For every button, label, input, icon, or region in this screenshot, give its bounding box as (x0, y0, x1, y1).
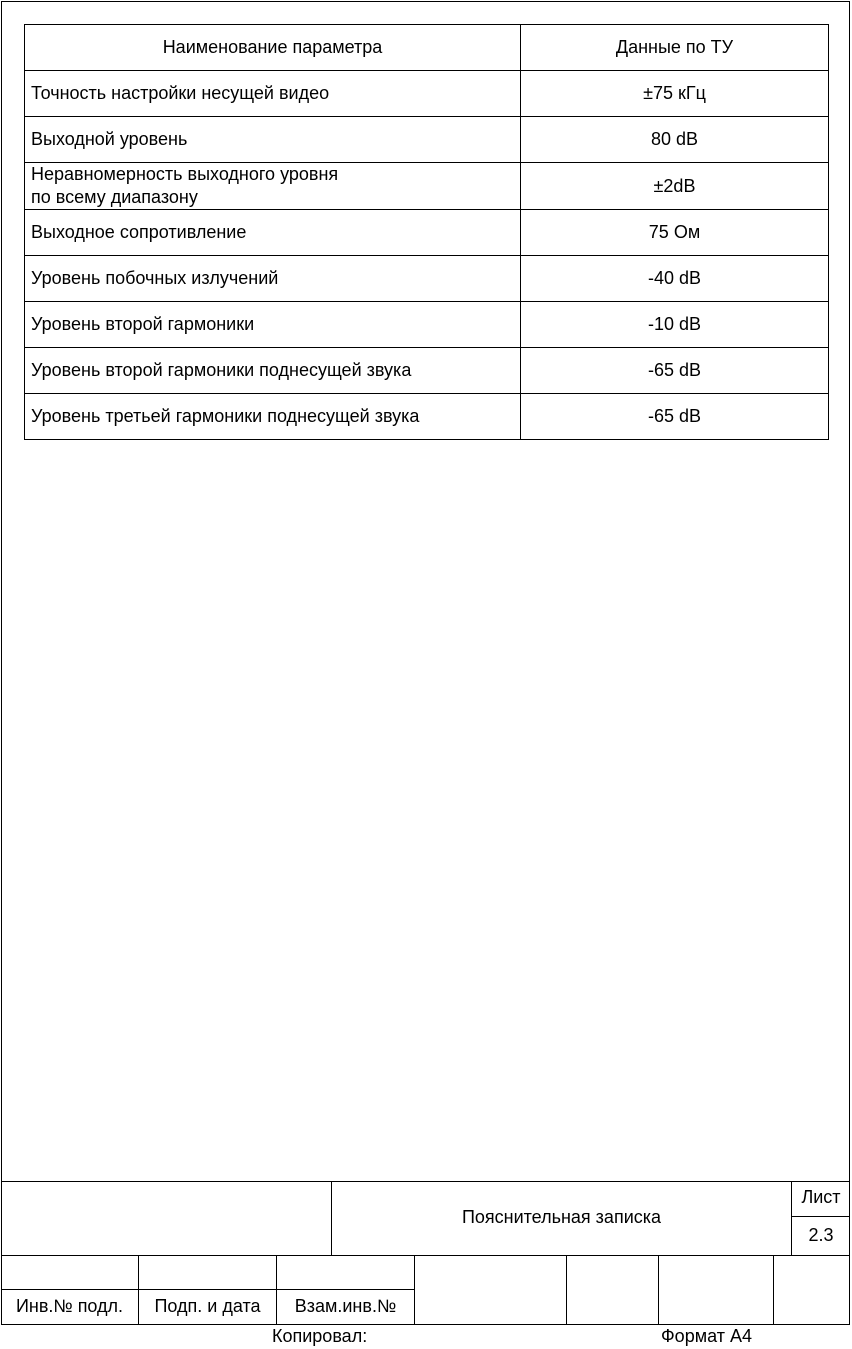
divider (414, 1255, 415, 1325)
divider (773, 1255, 774, 1325)
divider (791, 1216, 850, 1217)
param-name: Уровень побочных излучений (25, 256, 521, 302)
param-value: -65 dB (521, 348, 829, 394)
param-name: Уровень второй гармоники поднесущей звука (25, 348, 521, 394)
param-value: -40 dB (521, 256, 829, 302)
header-parameter-name: Наименование параметра (25, 25, 521, 71)
param-name: Уровень третьей гармоники поднесущей звука (25, 394, 521, 440)
inventory-label: Инв.№ подл. (15, 1296, 124, 1316)
param-name: Выходное сопротивление (25, 210, 521, 256)
table-row (25, 117, 829, 163)
param-name: Уровень второй гармоники (25, 302, 521, 348)
divider (1, 1255, 850, 1256)
parameters-table (24, 24, 829, 440)
table-row (25, 256, 829, 302)
sheet-number: 2.3 (808, 1225, 834, 1245)
replacement-inventory-label: Взам.инв.№ (294, 1296, 397, 1316)
param-name: Неравномерность выходного уровня по всему диапазону (25, 163, 521, 210)
header-spec-data: Данные по ТУ (521, 25, 829, 71)
table-row (25, 163, 829, 210)
table-row (25, 71, 829, 117)
signature-date-label: Подп. и дата (154, 1296, 261, 1316)
param-value: -10 dB (521, 302, 829, 348)
table-row (25, 302, 829, 348)
table-row (25, 348, 829, 394)
format-label: Формат А4 (661, 1326, 752, 1346)
document-title: Пояснительная записка (461, 1207, 662, 1227)
divider (1, 1289, 414, 1290)
param-name: Выходной уровень (25, 117, 521, 163)
table-row (25, 394, 829, 440)
param-value: -65 dB (521, 394, 829, 440)
sheet-label: Лист (801, 1187, 841, 1207)
copied-by-label: Копировал: (272, 1326, 368, 1346)
param-value: 80 dB (521, 117, 829, 163)
divider (1, 1181, 850, 1182)
table-row (25, 210, 829, 256)
param-name: Точность настройки несущей видео (25, 71, 521, 117)
param-value: 75 Ом (521, 210, 829, 256)
divider (658, 1255, 659, 1325)
param-value: ±75 кГц (521, 71, 829, 117)
table-header-row (25, 25, 829, 71)
divider (566, 1255, 567, 1325)
param-value: ±2dB (521, 163, 829, 210)
